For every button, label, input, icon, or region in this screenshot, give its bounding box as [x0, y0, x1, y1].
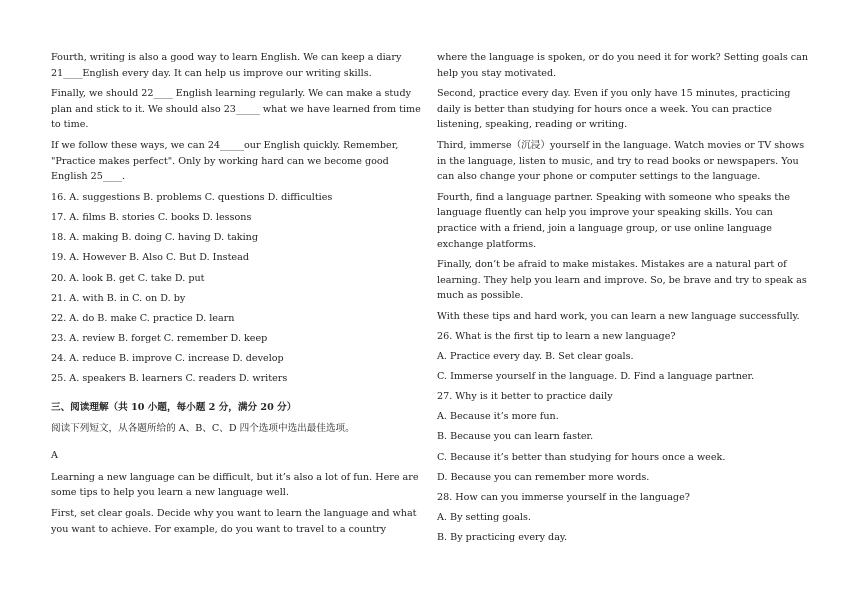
- option-line-24: 24. A. reduce B. improve C. increase D. develop: [51, 353, 284, 365]
- paragraph-third-tip: Third, immerse（沉浸）yourself in the language. Watch movies or TV shows in the language, listen to music, and try to read books or newspapers. You can also change your phone or computer settings to the language.: [437, 139, 805, 183]
- question-28-option-a: A. By setting goals.: [437, 512, 531, 524]
- question-27-option-c: C. Because it’s better than studying for hours once a week.: [437, 451, 726, 463]
- option-line-25: 25. A. speakers B. learners C. readers D. writers: [51, 373, 288, 385]
- option-line-20: 20. A. look B. get C. take D. put: [51, 272, 205, 284]
- option-line-18: 18. A. making B. doing C. having D. taking: [51, 232, 258, 244]
- option-line-19: 19. A. However B. Also C. But D. Instead: [51, 252, 249, 264]
- option-line-17: 17. A. films B. stories C. books D. lessons: [51, 211, 252, 223]
- question-27-option-d: D. Because you can remember more words.: [437, 471, 650, 483]
- question-27-option-b: B. Because you can learn faster.: [437, 431, 594, 443]
- passage-label: A: [51, 450, 58, 462]
- section-title: 三、阅读理解（共 10 小题，每小题 2 分，满分 20 分）: [51, 402, 297, 414]
- paragraph-conclusion: With these tips and hard work, you can learn a new language successfully.: [437, 310, 800, 322]
- section-instruction: 阅读下列短文，从各题所给的 A、B、C、D 四个选项中选出最佳选项。: [51, 422, 355, 434]
- question-26: 26. What is the first tip to learn a new language?: [437, 330, 676, 342]
- paragraph-first-tip: First, set clear goals. Decide why you want to learn the language and what you want to achieve. For example, do you want to travel to a country: [51, 508, 417, 535]
- paragraph-continued: where the language is spoken, or do you need it for work? Setting goals can help you stay motivated.: [437, 52, 809, 79]
- question-26-options-cd: C. Immerse yourself in the language. D. Find a language partner.: [437, 370, 755, 382]
- option-line-23: 23. A. review B. forget C. remember D. keep: [51, 333, 268, 345]
- question-26-options-ab: A. Practice every day. B. Set clear goals.: [437, 350, 634, 362]
- question-28-option-b: B. By practicing every day.: [437, 532, 568, 544]
- question-27-option-a: A. Because it’s more fun.: [437, 411, 559, 423]
- paragraph-follow-ways: If we follow these ways, we can 24_____our English quickly. Remember, "Practice makes perfect". Only by working hard can we become good English 25____.: [51, 139, 399, 183]
- option-line-21: 21. A. with B. in C. on D. by: [51, 292, 186, 304]
- option-line-16: 16. A. suggestions B. problems C. questions D. difficulties: [51, 191, 333, 203]
- question-27: 27. Why is it better to practice daily: [437, 391, 613, 403]
- option-line-22: 22. A. do B. make C. practice D. learn: [51, 312, 235, 324]
- paragraph-finally: Finally, we should 22____ English learning regularly. We can make a study plan and stick to it. We should also 23_____ what we have learned from time to time.: [51, 88, 421, 131]
- paragraph-fifth-tip: Finally, don’t be afraid to make mistakes. Mistakes are a natural part of learning. They help you learn and improve. So, be brave and try to speak as much as possible.: [437, 259, 807, 302]
- question-28: 28. How can you immerse yourself in the language?: [437, 492, 690, 503]
- paragraph-fourth-tip: Fourth, find a language partner. Speaking with someone who speaks the language fluently can help you improve your speaking skills. You can practice with a friend, join a language group, or use online language exchange platforms.: [437, 191, 791, 250]
- left-column: [51, 50, 423, 542]
- paragraph-second-tip: Second, practice every day. Even if you only have 15 minutes, practicing daily is better than studying for hours once a week. You can practice listening, speaking, reading or writing.: [437, 88, 791, 131]
- right-column: [437, 50, 811, 551]
- paragraph-intro: Learning a new language can be difficult, but it’s also a lot of fun. Here are some tips to help you learn a new language well.: [51, 471, 419, 499]
- paragraph-writing: Fourth, writing is also a good way to learn English. We can keep a diary 21____English every day. It can help us improve our writing skills.: [51, 52, 402, 79]
